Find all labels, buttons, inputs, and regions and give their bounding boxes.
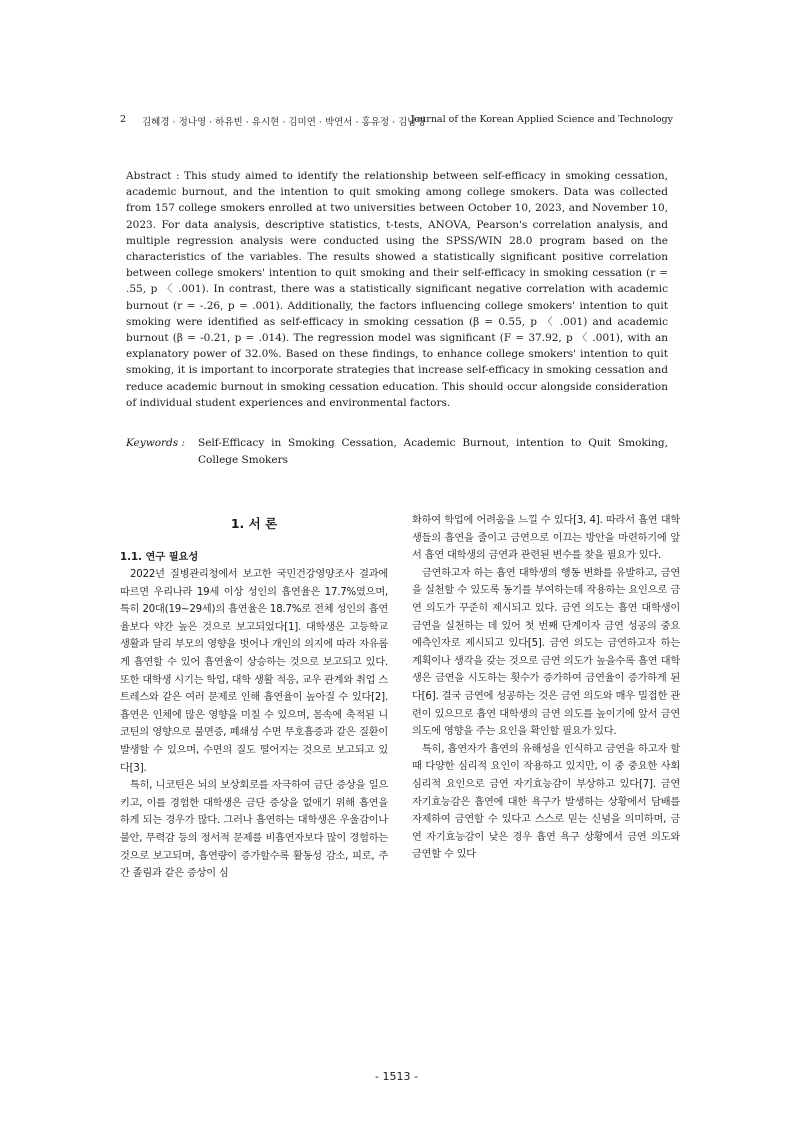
right-paragraph-1: 화하여 학업에 어려움을 느낄 수 있다[3, 4]. 따라서 흡연 대학생들의 흡연을 줄이고 금연으로 이끄는 방안을 마련하기에 앞서 흡연 대학생의 금연과 관련된 변수를 찾을 필요가 있다. bbox=[412, 515, 680, 562]
left-column bbox=[120, 566, 388, 883]
right-paragraph-3: 특히, 흡연자가 흡연의 유해성을 인식하고 금연을 하고자 할 때 다양한 심리적 요인이 작용하고 있지만, 이 중 중요한 사회심리적 요인으로 금연 자기효능감이 부상하고 있다[7]. 금연 자기효능감은 흡연에 대한 욕구가 발생하는 상황에서 담배를 자제하여 금연할 수 있다고 스스로 믿는 신념을 의미하며, 금연 자기효능감이 낮은 경우 흡연 욕구 상황에서 금연 의도와 금연할 수 있다 bbox=[412, 743, 680, 861]
right-column bbox=[412, 512, 680, 864]
header-journal: Journal of the Korean Applied Science and Technology bbox=[410, 114, 673, 125]
running-header bbox=[120, 114, 673, 128]
header-page-number: 2 bbox=[120, 114, 127, 125]
subsection-title: 1.1. 연구 필요성 bbox=[120, 552, 199, 563]
page-footer: - 1513 - bbox=[375, 1070, 418, 1083]
keywords-label: Keywords : bbox=[126, 437, 186, 449]
right-paragraph-2: 금연하고자 하는 흡연 대학생의 행동 변화를 유발하고, 금연을 실천할 수 있도록 동기를 부여하는데 작용하는 요인으로 금연 의도가 꾸준히 제시되고 있다. 금연 의도는 흡연 대학생이 금연을 실천하는 데 있어 첫 번째 단계이자 금연 성공의 중요 예측인자로 제시되고 있다[5]. 금연 의도는 금연하고자 하는 계획이나 생각을 갖는 것으로 금연 의도가 높을수록 흡연 대학생은 금연을 시도하는 횟수가 증가하여 금연율이 증가하게 된다[6]. 결국 금연에 성공하는 것은 금연 의도와 매우 밀접한 관련이 있으므로 흡연 대학생의 금연 의도를 높이기에 앞서 금연 의도에 영향을 주는 요인을 확인할 필요가 있다. bbox=[412, 567, 680, 738]
abstract bbox=[126, 168, 668, 411]
left-paragraph-2: 특히, 니코틴은 뇌의 보상회로를 자극하여 금단 증상을 일으키고, 이를 경험한 대학생은 금단 증상을 없애기 위해 흡연을 하게 되는 경우가 많다. 그러나 흡연하는 대학생은 우울감이나 불안, 무력감 등의 정서적 문제를 비흡연자보다 많이 경험하는 것으로 보고되며, 흡연량이 증가할수록 활동성 감소, 피로, 주간 졸림과 같은 증상이 심 bbox=[120, 780, 388, 880]
keywords bbox=[126, 435, 668, 469]
abstract-text: This study aimed to identify the relationship between self-efficacy in smoking cessation, academic burnout, and the intention to quit smoking among college smokers. Data was collected from 157 college smokers enrolled at two universities between October 10, 2023, and November 10, 2023. For data analysis, descriptive statistics, t-tests, ANOVA, Pearson's correlation analysis, and multiple regression analysis were conducted using the SPSS/WIN 28.0 program based on the characteristics of the variables. The results showed a statistically significant positive correlation between college smokers' intention to quit smoking and their self-efficacy in smoking cessation (r = .55, p 〈 .001). In contrast, there was a statistically significant negative correlation with academic burnout (r = -.26, p = .001). Additionally, the factors influencing college smokers' intention to quit smoking were identified as self-efficacy in smoking cessation (β = 0.55, p 〈 .001) and academic burnout (β = -0.21, p = .014). The regression model was significant (F = 37.92, p 〈 .001), with an explanatory power of 32.0%. Based on these findings, to enhance college smokers' intention to quit smoking, it is important to incorporate strategies that increase self-efficacy in smoking cessation and reduce academic burnout in smoking cessation education. This should occur alongside consideration of individual student experiences and environmental factors. bbox=[126, 170, 668, 409]
keywords-text: Self-Efficacy in Smoking Cessation, Academic Burnout, intention to Quit Smoking, College Smokers bbox=[198, 437, 668, 466]
header-authors: 김혜경 · 정나영 · 하유빈 · 유시현 · 김미연 · 박연서 · 홍유정 · 김남영 bbox=[142, 117, 426, 128]
abstract-label: Abstract : bbox=[126, 170, 180, 182]
left-paragraph-1: 2022년 질병관리청에서 보고한 국민건강영양조사 결과에 따르면 우리나라 19세 이상 성인의 흡연율은 17.7%였으며, 특히 20대(19~29세)의 흡연율은 18.7%로 전체 성인의 흡연율보다 약간 높은 것으로 보고되었다[1]. 대학생은 고등학교 생활과 달리 부모의 영향을 벗어나 개인의 의지에 따라 자유롭게 흡연할 수 있어 흡연율이 상승하는 것으로 보고되고 있다. 또한 대학생 시기는 학업, 대학 생활 적응, 교우 관계와 취업 스트레스와 같은 여러 문제로 인해 흡연율이 높아질 수 있다[2]. 흡연은 인체에 많은 영향을 미칠 수 있으며, 몸속에 축적된 니코틴의 영향으로 불면증, 폐쇄성 수면 무호흡증과 같은 질환이 발생할 수 있으며, 수면의 질도 떨어지는 것으로 보고되고 있다[3]. bbox=[120, 569, 388, 774]
section-title: 1. 서 론 bbox=[230, 516, 278, 531]
